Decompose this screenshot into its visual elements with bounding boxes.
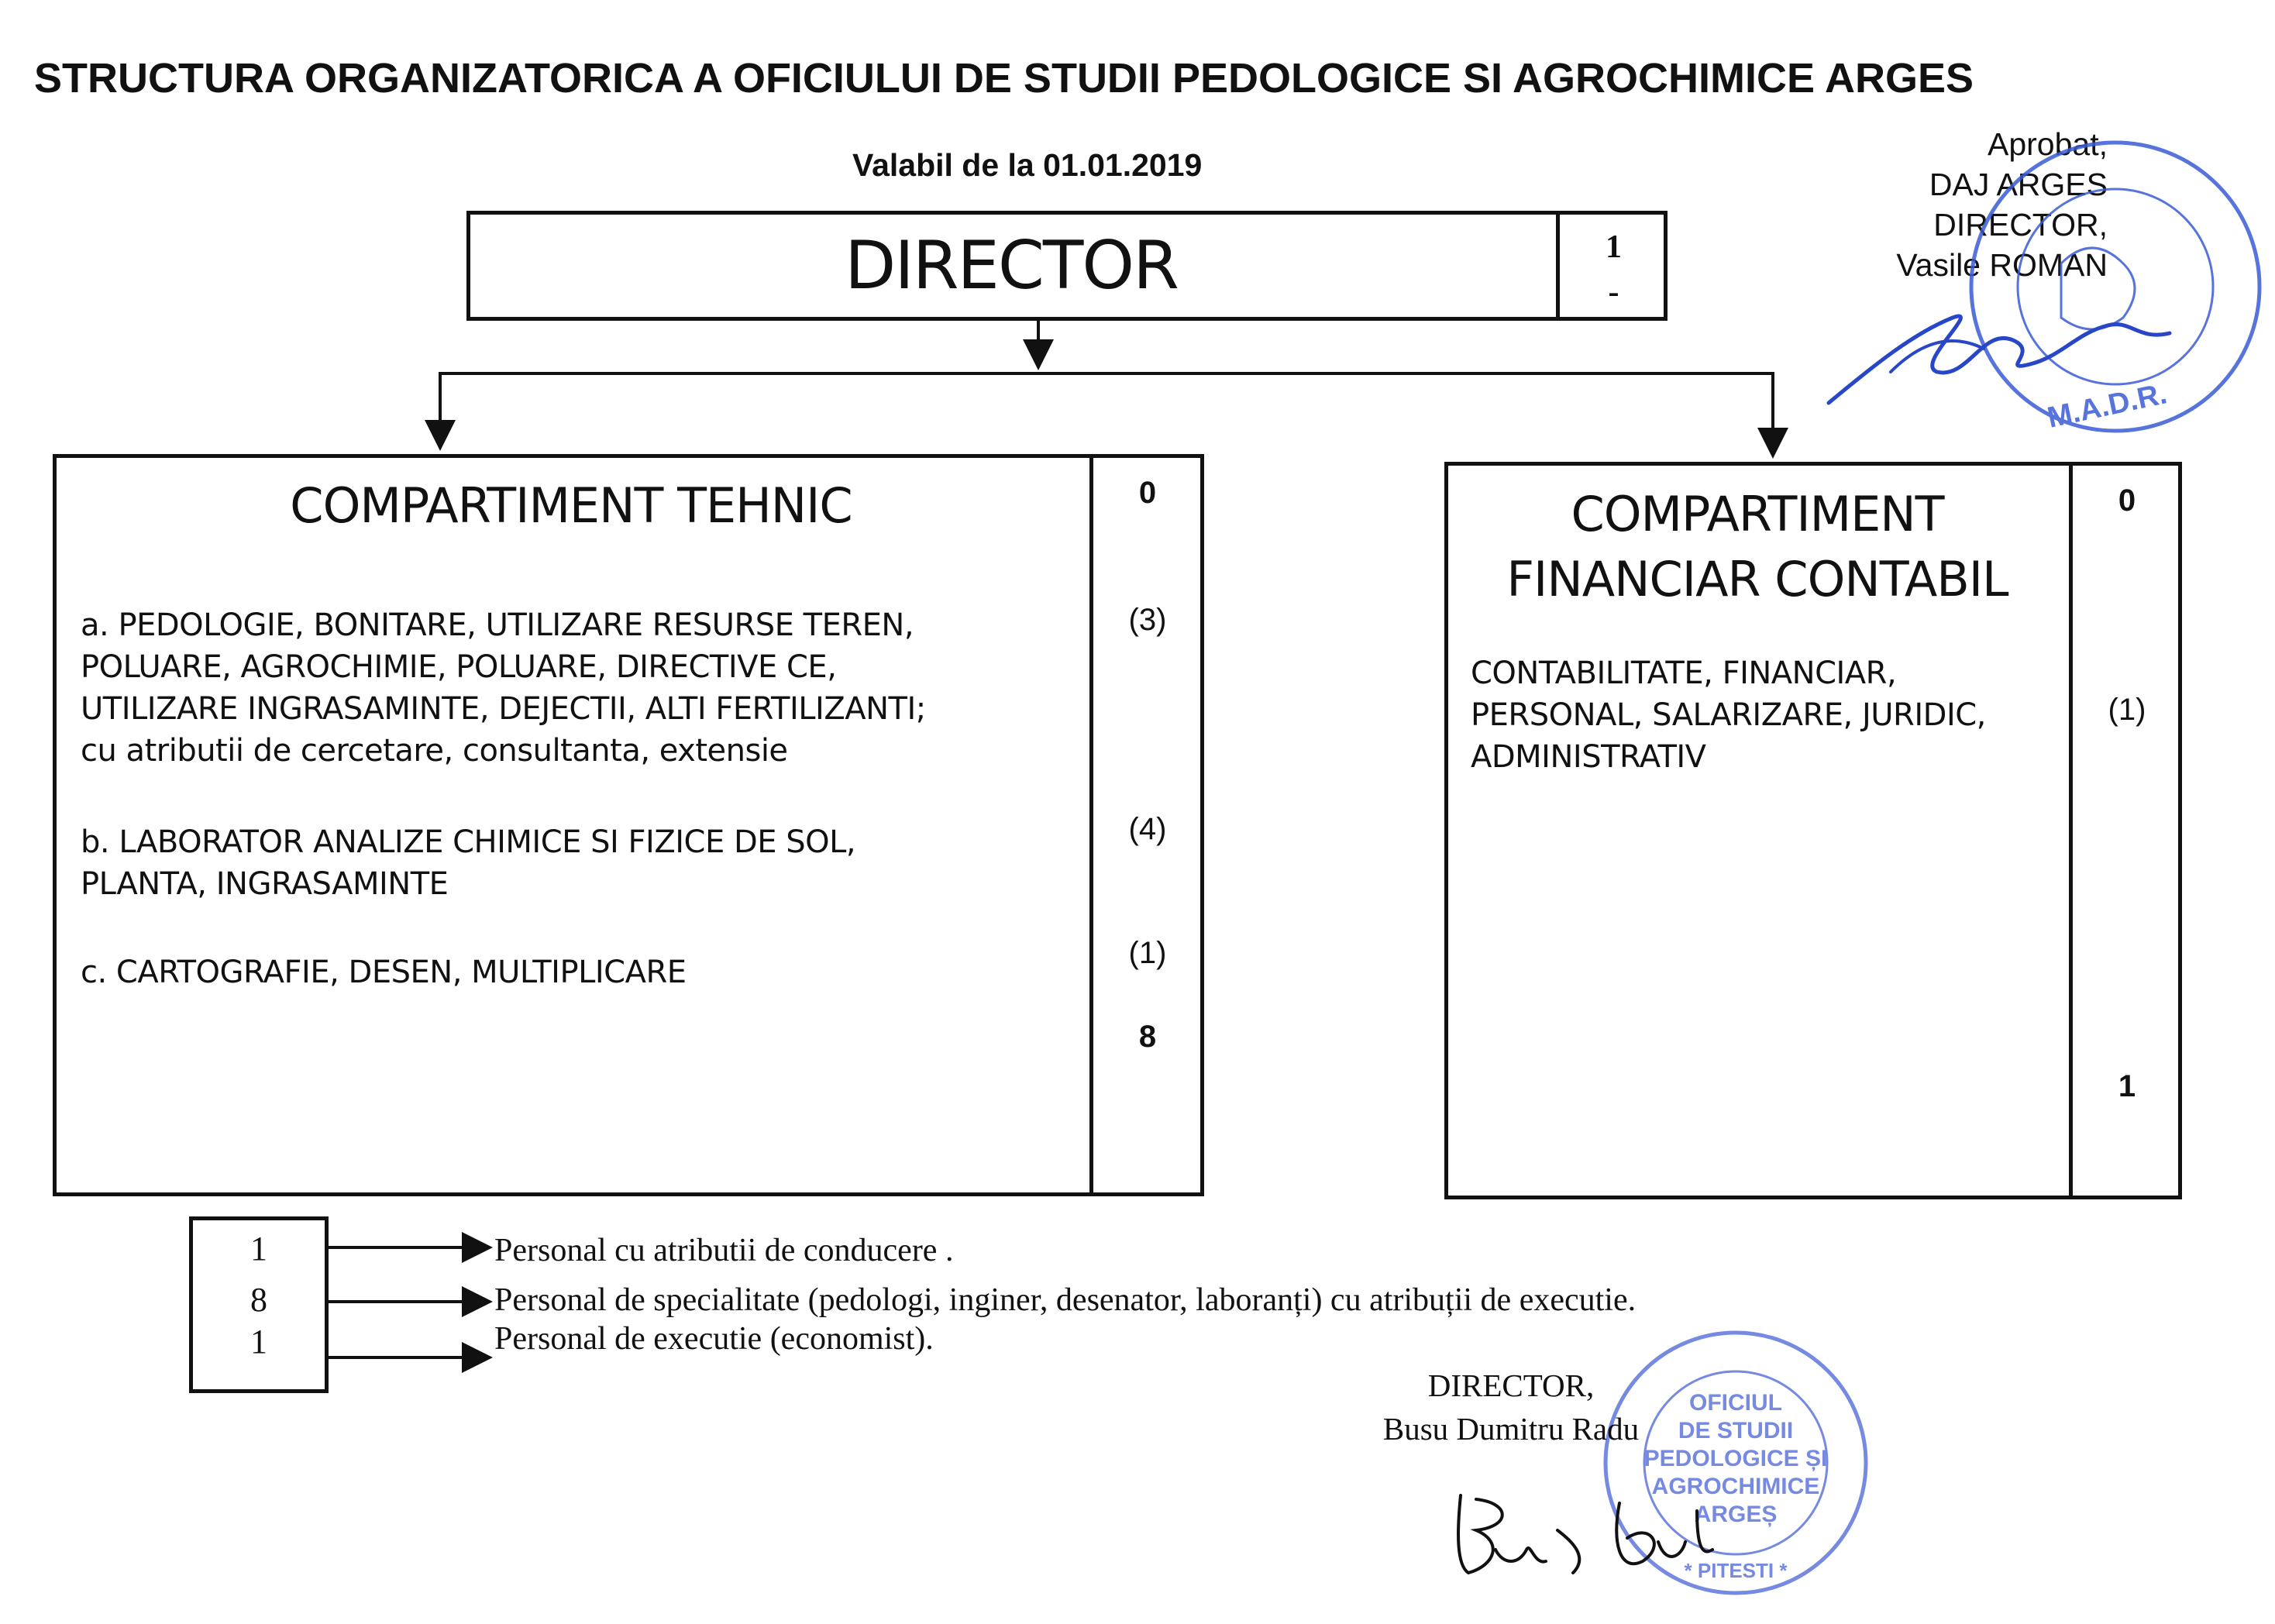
director-count xyxy=(1560,225,1668,315)
financiar-item-line: CONTABILITATE, FINANCIAR, xyxy=(1471,655,1897,691)
svg-text:M.A.D.R.: M.A.D.R. xyxy=(2044,377,2170,435)
signature-name: Busu Dumitru Radu xyxy=(1382,1411,1640,1447)
svg-text:DE STUDII: DE STUDII xyxy=(1678,1418,1794,1443)
director-signature xyxy=(1458,1495,1712,1573)
director-label: DIRECTOR xyxy=(845,227,1178,304)
approval-line: Aprobat, xyxy=(1988,126,2108,162)
financiar-title-line: FINANCIAR CONTABIL xyxy=(1506,551,2008,607)
svg-text:* PITESTI *: * PITESTI * xyxy=(1684,1559,1788,1582)
tehnic-item-a xyxy=(81,604,926,772)
tehnic-item-line: POLUARE, AGROCHIMIE, POLUARE, DIRECTIVE CE, xyxy=(81,649,837,685)
signature-role: DIRECTOR, xyxy=(1427,1368,1595,1403)
financiar-item-count: (1) xyxy=(2108,693,2146,727)
tehnic-item-line: a. PEDOLOGIE, BONITARE, UTILIZARE RESURSE TEREN, xyxy=(81,607,914,643)
approval-line: DAJ ARGES xyxy=(1929,167,2108,202)
tehnic-item-a-count: (3) xyxy=(1128,603,1167,637)
legend-text: Personal de specialitate (pedologi, inginer, desenator, laboranți) cu atribuții de executie. xyxy=(494,1282,1637,1318)
approval-line: Vasile ROMAN xyxy=(1896,247,2108,283)
svg-text:OFICIUL: OFICIUL xyxy=(1689,1390,1782,1416)
financiar-item xyxy=(1471,652,1986,778)
financiar-total: 1 xyxy=(2118,1069,2136,1103)
financiar-item-line: ADMINISTRATIV xyxy=(1471,739,1706,775)
tehnic-item-line: c. CARTOGRAFIE, DESEN, MULTIPLICARE xyxy=(81,955,687,990)
document-title: STRUCTURA ORGANIZATORICA A OFICIULUI DE STUDII PEDOLOGICE SI AGROCHIMICE ARGES xyxy=(34,55,1974,102)
tehnic-item-c xyxy=(81,951,687,993)
financiar-item-line: PERSONAL, SALARIZARE, JURIDIC, xyxy=(1471,697,1986,733)
tehnic-title: COMPARTIMENT TEHNIC xyxy=(290,477,852,534)
financiar-top-count: 0 xyxy=(2118,483,2136,518)
tehnic-total: 8 xyxy=(1138,1020,1157,1054)
connector-branch xyxy=(440,373,1773,454)
svg-text:ARGEȘ: ARGEȘ xyxy=(1694,1502,1778,1527)
legend-text: Personal de executie (economist). xyxy=(494,1321,934,1357)
tehnic-item-line: UTILIZARE INGRASAMINTE, DEJECTII, ALTI FERTILIZANTI; xyxy=(81,691,926,727)
svg-text:PEDOLOGICE ȘI: PEDOLOGICE ȘI xyxy=(1643,1446,1828,1471)
tehnic-item-b xyxy=(81,821,855,905)
legend-number: 1 xyxy=(250,1323,267,1361)
valid-from: Valabil de la 01.01.2019 xyxy=(852,147,1203,183)
financiar-title-line: COMPARTIMENT xyxy=(1571,486,1944,542)
director-count-bottom: - xyxy=(1608,274,1619,310)
approval-line: DIRECTOR, xyxy=(1933,207,2108,243)
approval-stamp xyxy=(1971,143,2260,435)
financiar-title xyxy=(1447,482,2067,612)
legend-text: Personal cu atributii de conducere . xyxy=(494,1233,954,1268)
svg-text:AGROCHIMICE: AGROCHIMICE xyxy=(1651,1474,1820,1499)
tehnic-item-line: b. LABORATOR ANALIZE CHIMICE SI FIZICE DE SOL, xyxy=(81,824,856,860)
tehnic-item-c-count: (1) xyxy=(1128,936,1167,970)
tehnic-item-line: cu atributii de cercetare, consultanta, extensie xyxy=(81,733,788,769)
tehnic-top-count: 0 xyxy=(1138,476,1157,510)
legend-number: 1 xyxy=(250,1230,267,1268)
tehnic-item-line: PLANTA, INGRASAMINTE xyxy=(81,866,449,902)
director-count-top: 1 xyxy=(1606,229,1622,265)
tehnic-item-b-count: (4) xyxy=(1128,812,1167,846)
legend-number: 8 xyxy=(250,1281,267,1319)
signature-block xyxy=(1348,1364,1674,1450)
